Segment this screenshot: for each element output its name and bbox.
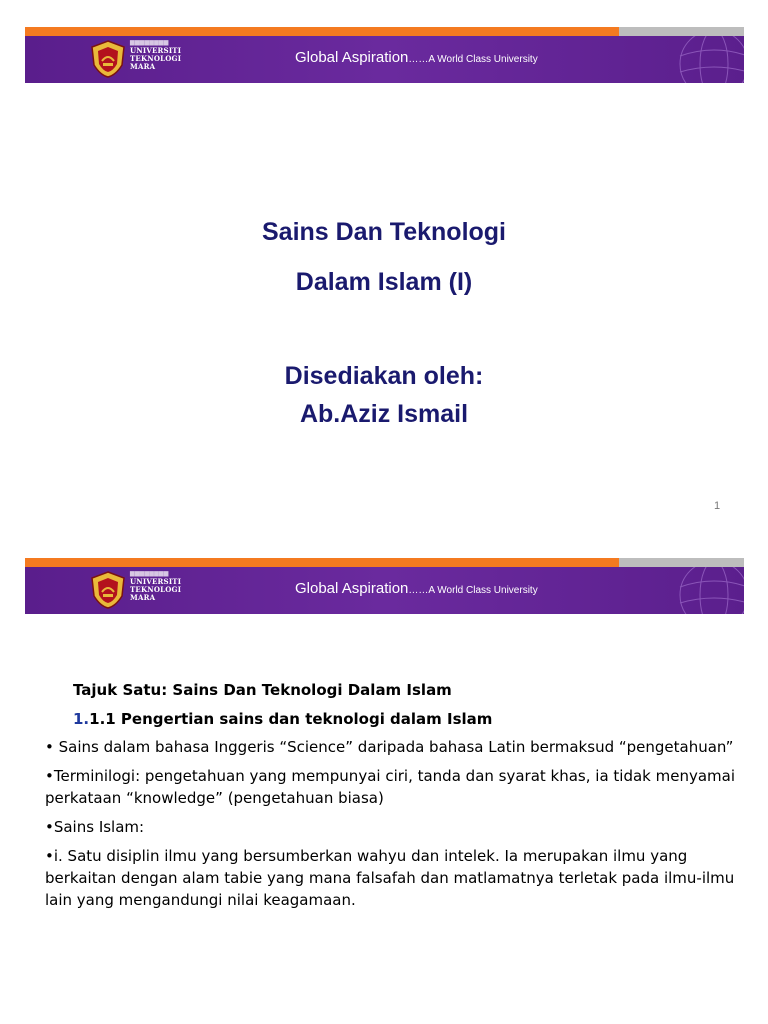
slide-title-line-2: Dalam Islam (I)	[295, 268, 473, 296]
banner-body	[25, 567, 744, 614]
university-name: ▆▆▆▆▆▆▆▆ UNIVERSITI TEKNOLOGI MARA	[130, 39, 182, 71]
bullet-paragraph: • Sains dalam bahasa Inggeris “Science” daripada bahasa Latin bermaksud “pengetahuan”	[45, 738, 734, 756]
university-crest-icon	[88, 39, 128, 79]
section-subheading	[73, 709, 735, 729]
globe-decoration-icon	[604, 36, 744, 83]
banner-body	[25, 36, 744, 83]
banner-tagline: Global Aspiration……A World Class University	[295, 580, 538, 597]
banner-stripe	[25, 558, 744, 567]
slide-title-line-1: Sains Dan Teknologi	[261, 218, 507, 246]
banner-tagline: Global Aspiration……A World Class University	[295, 49, 538, 66]
bullet-paragraph: •i. Satu disiplin ilmu yang bersumberkan wahyu dan intelek. Ia merupakan ilmu yang berkaitan dengan alam tabie yang mana falsafah dan matlamatnya terletak pada ilmu-ilmu lain yang mengandungi nilai keagamaan.	[45, 847, 735, 909]
header-banner	[25, 558, 744, 614]
globe-decoration-icon	[604, 567, 744, 614]
section-title: 1.1 Pengertian sains dan teknologi dalam Islam	[89, 710, 493, 728]
banner-stripe	[25, 27, 744, 36]
university-name: ▆▆▆▆▆▆▆▆ UNIVERSITI TEKNOLOGI MARA	[130, 570, 182, 602]
topic-heading: Tajuk Satu: Sains Dan Teknologi Dalam Islam	[73, 681, 452, 699]
bullet-paragraph: •Terminilogi: pengetahuan yang mempunyai ciri, tanda dan syarat khas, ia tidak menyamai perkataan “knowledge” (pengetahuan biasa)	[45, 767, 736, 807]
page-number: 1	[714, 500, 721, 512]
prepared-by-label: Disediakan oleh:	[284, 362, 484, 390]
bullet-paragraph: •Sains Islam:	[45, 818, 145, 836]
header-banner	[25, 27, 744, 83]
slide-content	[45, 680, 735, 911]
author-name: Ab.Aziz Ismail	[299, 400, 469, 428]
university-crest-icon	[88, 570, 128, 610]
slide-2	[0, 545, 768, 1024]
section-number: 1.	[73, 710, 90, 728]
